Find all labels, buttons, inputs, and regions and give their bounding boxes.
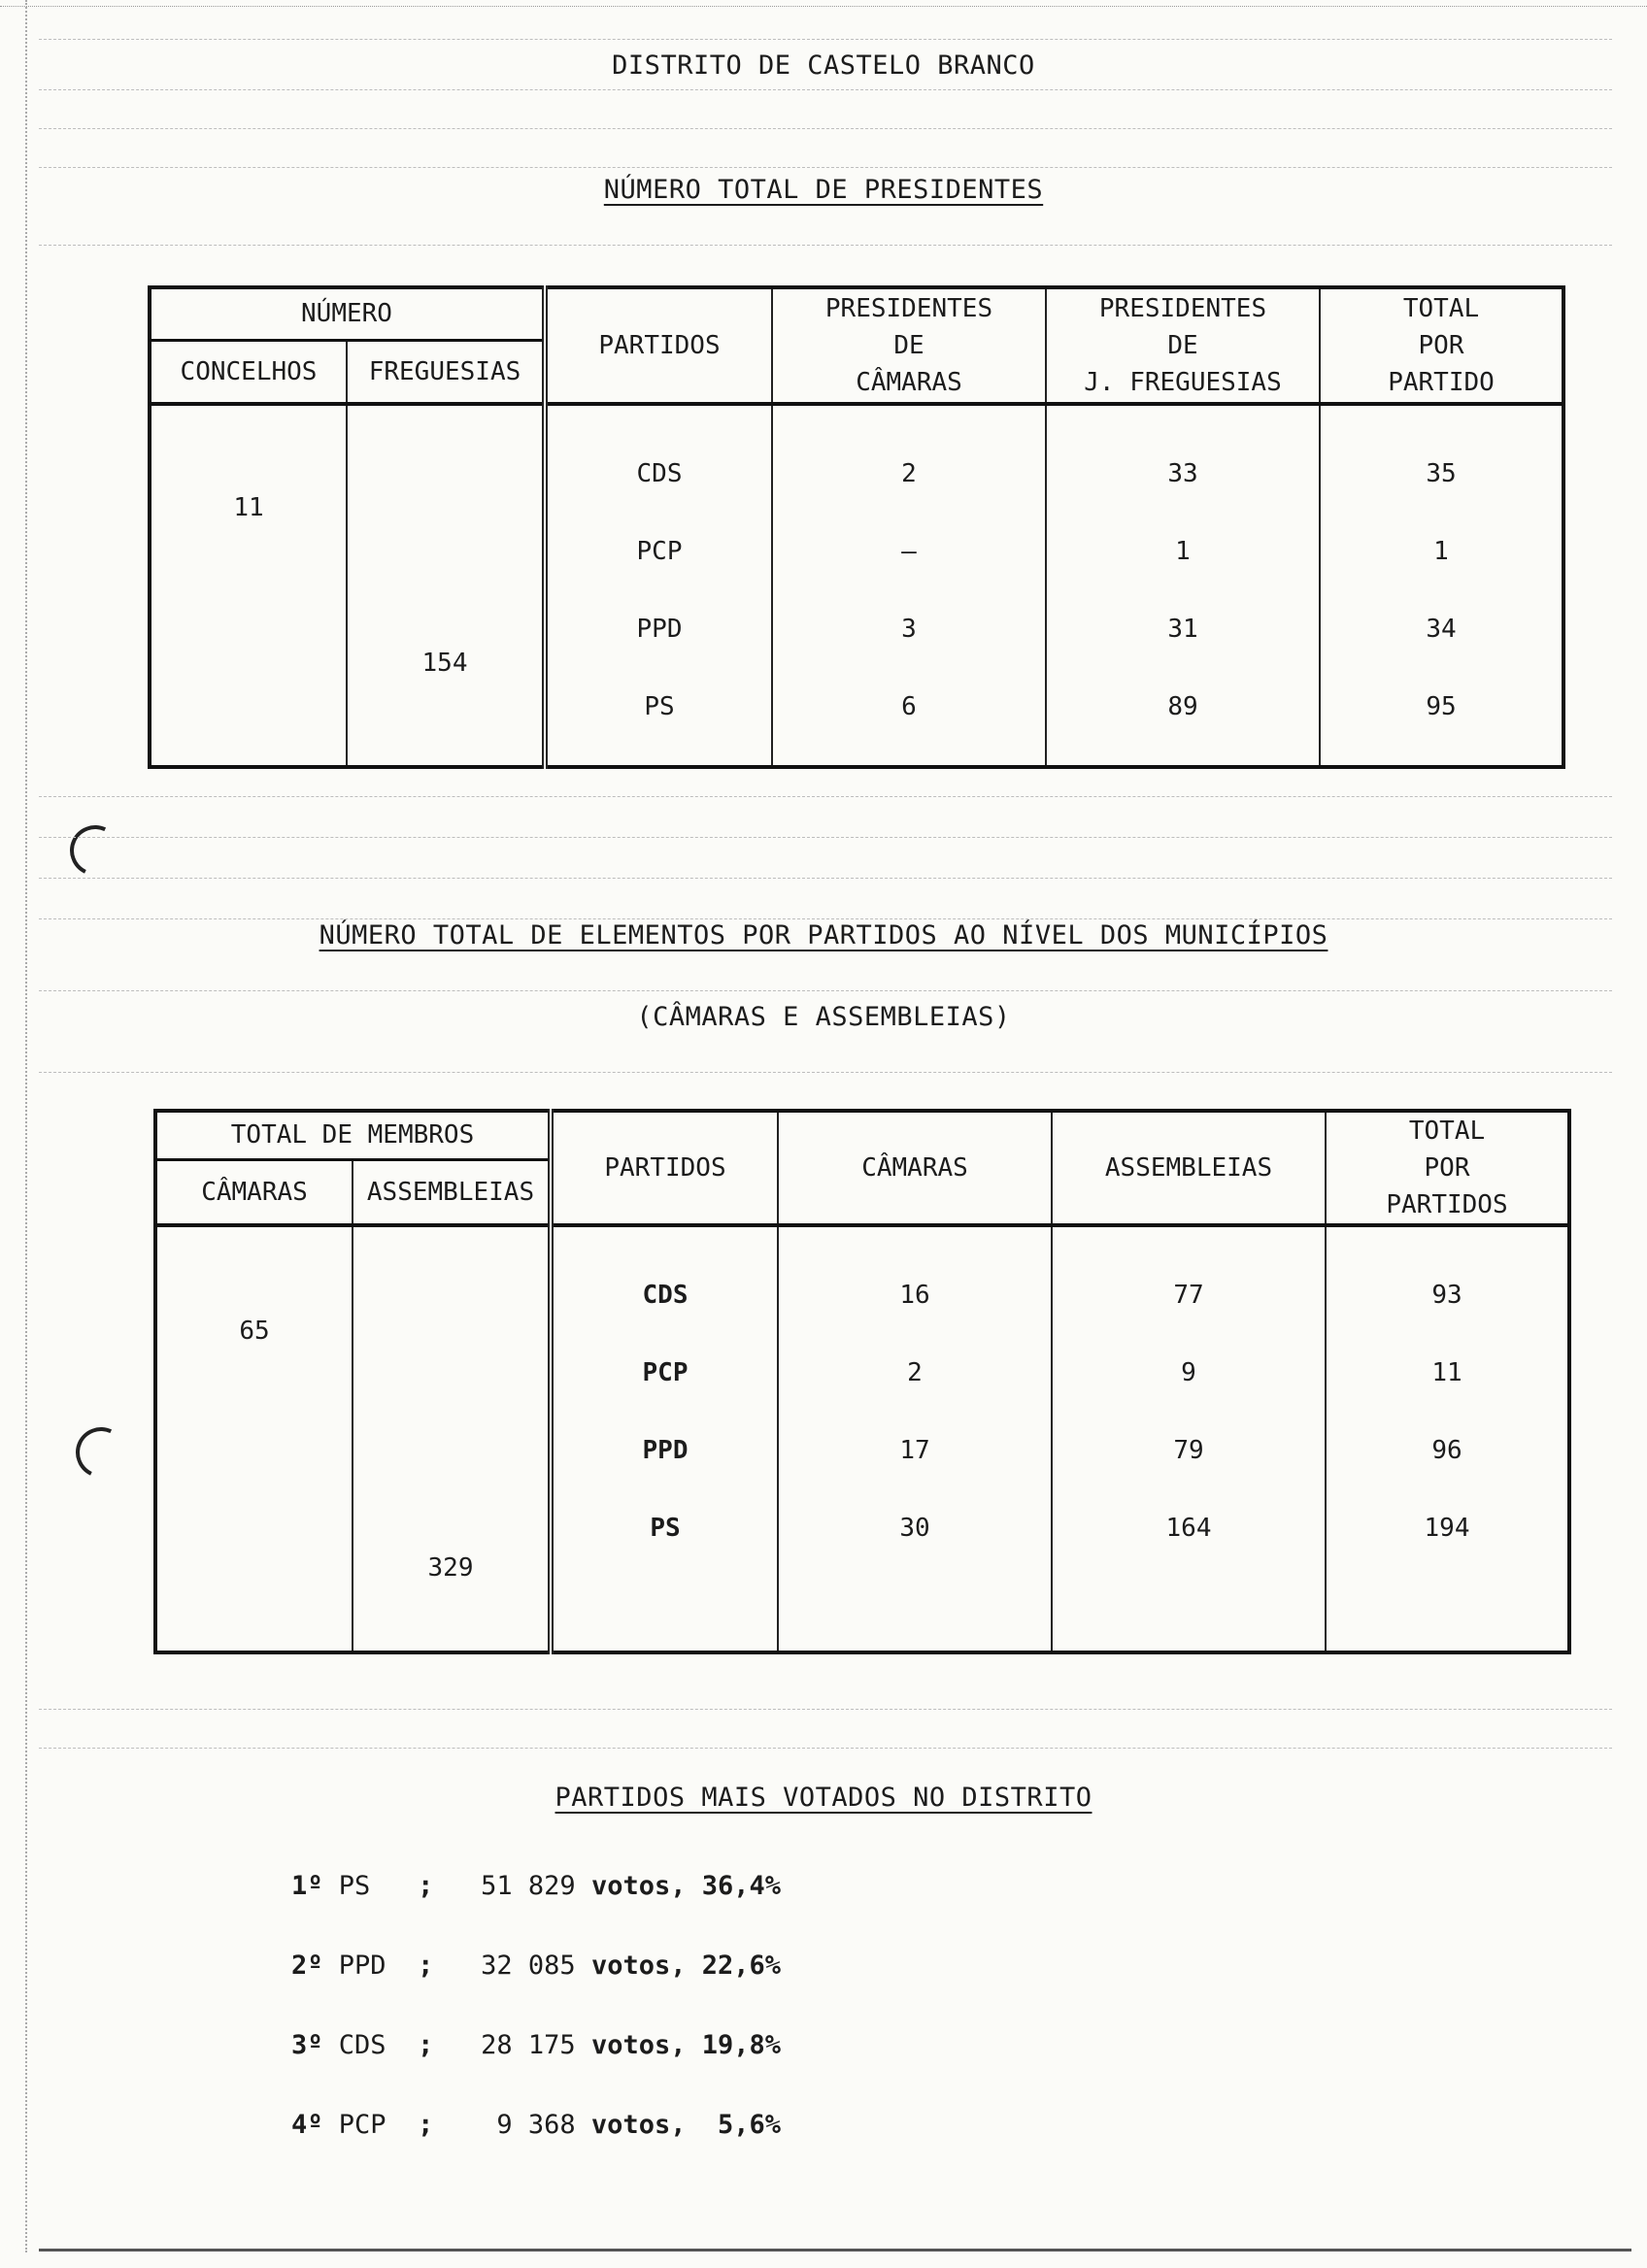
presidents-title: NÚMERO TOTAL DE PRESIDENTES [603, 175, 1044, 205]
header-presidentes-camaras: PRESIDENTES DE CÂMARAS [772, 287, 1046, 404]
punch-hole-mark [63, 818, 128, 884]
members-subtitle: (CÂMARAS E ASSEMBLEIAS) [636, 1002, 1011, 1032]
assembleias-column: 77 9 79 164 [1052, 1225, 1326, 1652]
ruling-line [39, 1709, 1612, 1710]
members-table [153, 1109, 1571, 1654]
ruling-line [39, 245, 1612, 246]
header-partidos: PARTIDOS [551, 1111, 778, 1225]
table-row-party: CDS [636, 459, 683, 488]
list-item: 1º PS ; 51 829 votos, 36,4% [291, 1871, 782, 1901]
ruling-line [39, 796, 1612, 797]
ruling-line [39, 878, 1612, 879]
total-column: 93 11 96 194 [1326, 1225, 1569, 1652]
header-assembleias: ASSEMBLEIAS [1052, 1111, 1326, 1225]
ruling-line [39, 89, 1612, 90]
table-row-party: PCP [642, 1358, 689, 1387]
header-presidentes-freguesias: PRESIDENTES DE J. FREGUESIAS [1046, 287, 1320, 404]
header-total-membros: TOTAL DE MEMBROS [155, 1111, 551, 1159]
header-assembleias-sub: ASSEMBLEIAS [353, 1159, 551, 1225]
list-item: 3º CDS ; 28 175 votos, 19,8% [291, 2030, 782, 2060]
table-row-party: PPD [636, 615, 683, 644]
header-camaras: CÂMARAS [778, 1111, 1052, 1225]
table-row-party: PS [644, 692, 675, 721]
ruling-line [39, 128, 1612, 129]
header-partidos: PARTIDOS [545, 287, 772, 404]
camaras-column: 2 — 3 6 [772, 404, 1046, 767]
table-row-party: CDS [642, 1281, 689, 1310]
header-total-partido: TOTAL POR PARTIDO [1320, 287, 1563, 404]
ranking-list [291, 1847, 781, 2165]
freguesias-cell: 154 [347, 404, 545, 767]
ruling-line [39, 1072, 1612, 1073]
assembleias-total-cell: 329 [353, 1225, 551, 1652]
header-numero: NÚMERO [150, 287, 545, 340]
page-bottom-edge [39, 2249, 1631, 2251]
party-column [545, 404, 772, 767]
ruling-line [39, 837, 1612, 838]
table-row-party: PS [650, 1514, 681, 1543]
left-margin-line [25, 0, 27, 2252]
header-concelhos: CONCELHOS [150, 340, 347, 404]
list-item: 4º PCP ; 9 368 votos, 5,6% [291, 2110, 782, 2140]
members-title: NÚMERO TOTAL DE ELEMENTOS POR PARTIDOS AO NÍVEL DOS MUNICÍPIOS [319, 920, 1328, 951]
table-row-party: PCP [636, 537, 683, 566]
concelhos-cell: 11 [150, 404, 347, 767]
header-total-partidos: TOTAL POR PARTIDOS [1326, 1111, 1569, 1225]
ruling-line [39, 1748, 1612, 1749]
total-column: 35 1 34 95 [1320, 404, 1563, 767]
camaras-column: 16 2 17 30 [778, 1225, 1052, 1652]
ruling-line [39, 39, 1612, 40]
ruling-line [39, 990, 1612, 991]
header-camaras-sub: CÂMARAS [155, 1159, 353, 1225]
header-freguesias: FREGUESIAS [347, 340, 545, 404]
list-item: 2º PPD ; 32 085 votos, 22,6% [291, 1951, 782, 1981]
table-row-party: PPD [642, 1436, 689, 1465]
ruling-line [39, 918, 1612, 919]
ruling-line [39, 167, 1612, 168]
district-title: DISTRITO DE CASTELO BRANCO [612, 50, 1035, 81]
punch-hole-mark [69, 1420, 134, 1485]
freguesias-column: 33 1 31 89 [1046, 404, 1320, 767]
ranking-title: PARTIDOS MAIS VOTADOS NO DISTRITO [555, 1783, 1092, 1813]
party-column [551, 1225, 778, 1652]
camaras-total-cell: 65 [155, 1225, 353, 1652]
page-top-edge [0, 0, 1647, 7]
presidents-table [148, 285, 1565, 769]
